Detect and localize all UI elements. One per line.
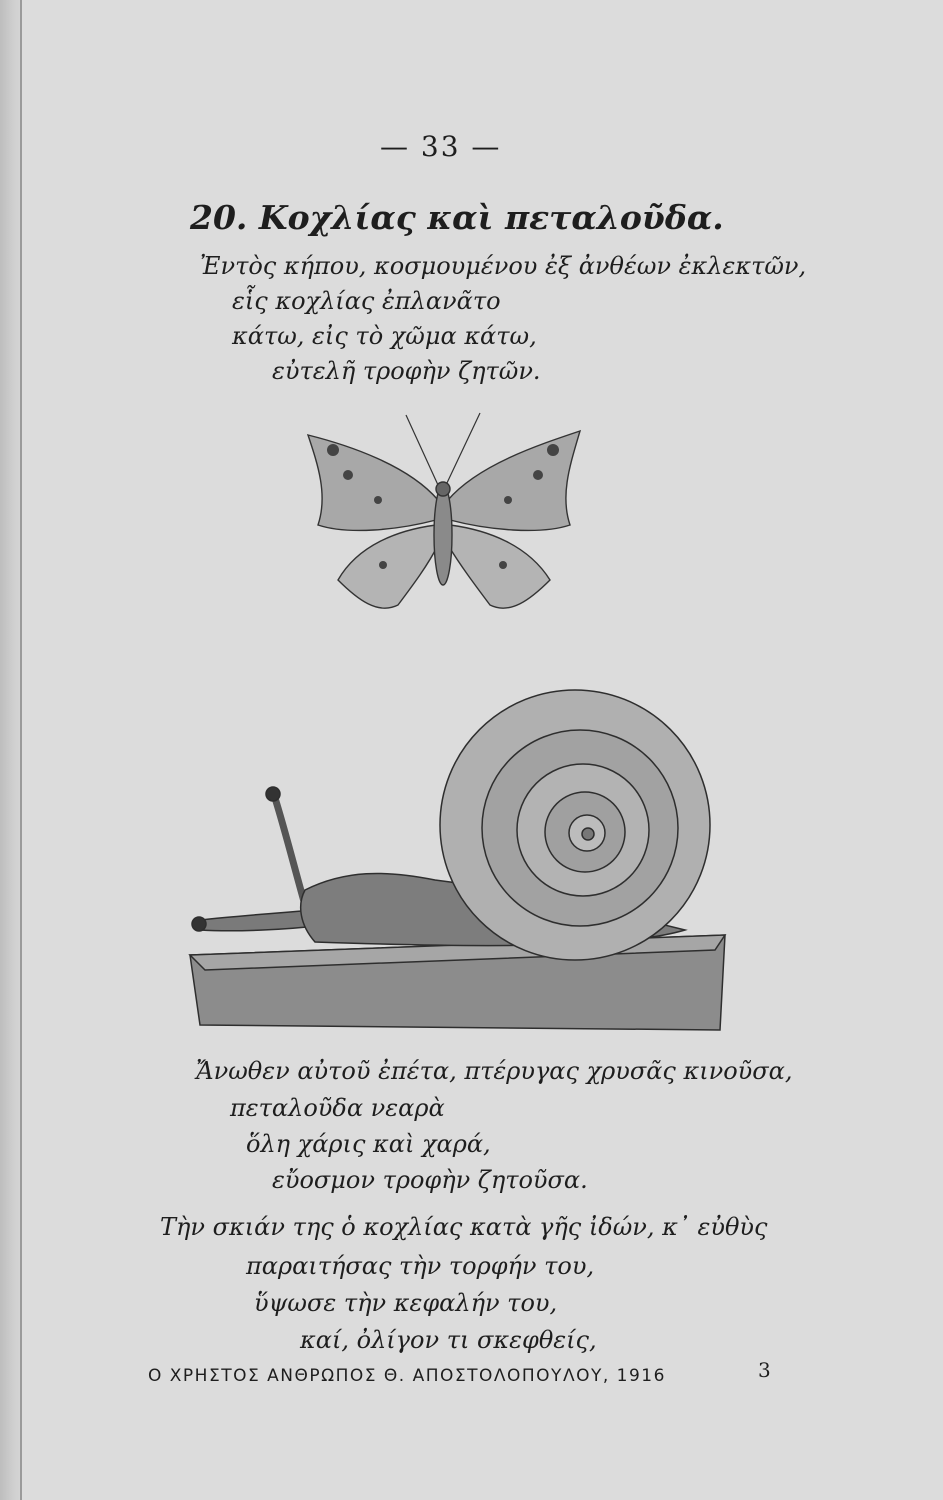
verse-line: εἷς κοχλίας ἐπλανᾶτο — [232, 287, 501, 315]
verse-line: Τὴν σκιάν της ὁ κοχλίας κατὰ γῆς ἰδών, κ᾽ εὐθὺς — [160, 1213, 768, 1241]
verse-line: Ἐντὸς κήπου, κοσμουμένου ἐξ ἀνθέων ἐκλεκτῶν, — [200, 252, 807, 280]
snail-illustration — [185, 680, 740, 1035]
verse-line: πεταλοῦδα νεαρὰ — [230, 1094, 445, 1122]
verse-line: Ἄνωθεν αὐτοῦ ἐπέτα, πτέρυγας χρυσᾶς κινοῦσα, — [196, 1057, 793, 1085]
verse-line: ὅλη χάρις καὶ χαρά, — [246, 1130, 491, 1158]
verse-line: ὕψωσε τὴν κεφαλήν του, — [254, 1289, 558, 1317]
printer-imprint: Ο ΧΡΗΣΤΟΣ ΑΝΘΡΩΠΟΣ Θ. ΑΠΟΣΤΟΛΟΠΟΥΛΟΥ, 1916 — [148, 1366, 666, 1386]
butterfly-illustration — [288, 405, 600, 635]
page-number: — 33 — — [380, 130, 502, 163]
binding-gutter — [0, 0, 22, 1500]
verse-line: παραιτήσας τὴν τορφήν του, — [246, 1252, 595, 1280]
verse-line: καί, ὀλίγον τι σκεφθείς, — [300, 1326, 597, 1354]
verse-line: εὔοσμον τροφὴν ζητοῦσα. — [272, 1166, 588, 1194]
verse-line: εὐτελῆ τροφὴν ζητῶν. — [272, 357, 541, 385]
poem-title: 20. Κοχλίας καὶ πεταλοῦδα. — [190, 198, 724, 237]
signature-mark: 3 — [758, 1358, 771, 1382]
verse-line: κάτω, εἰς τὸ χῶμα κάτω, — [232, 322, 537, 350]
